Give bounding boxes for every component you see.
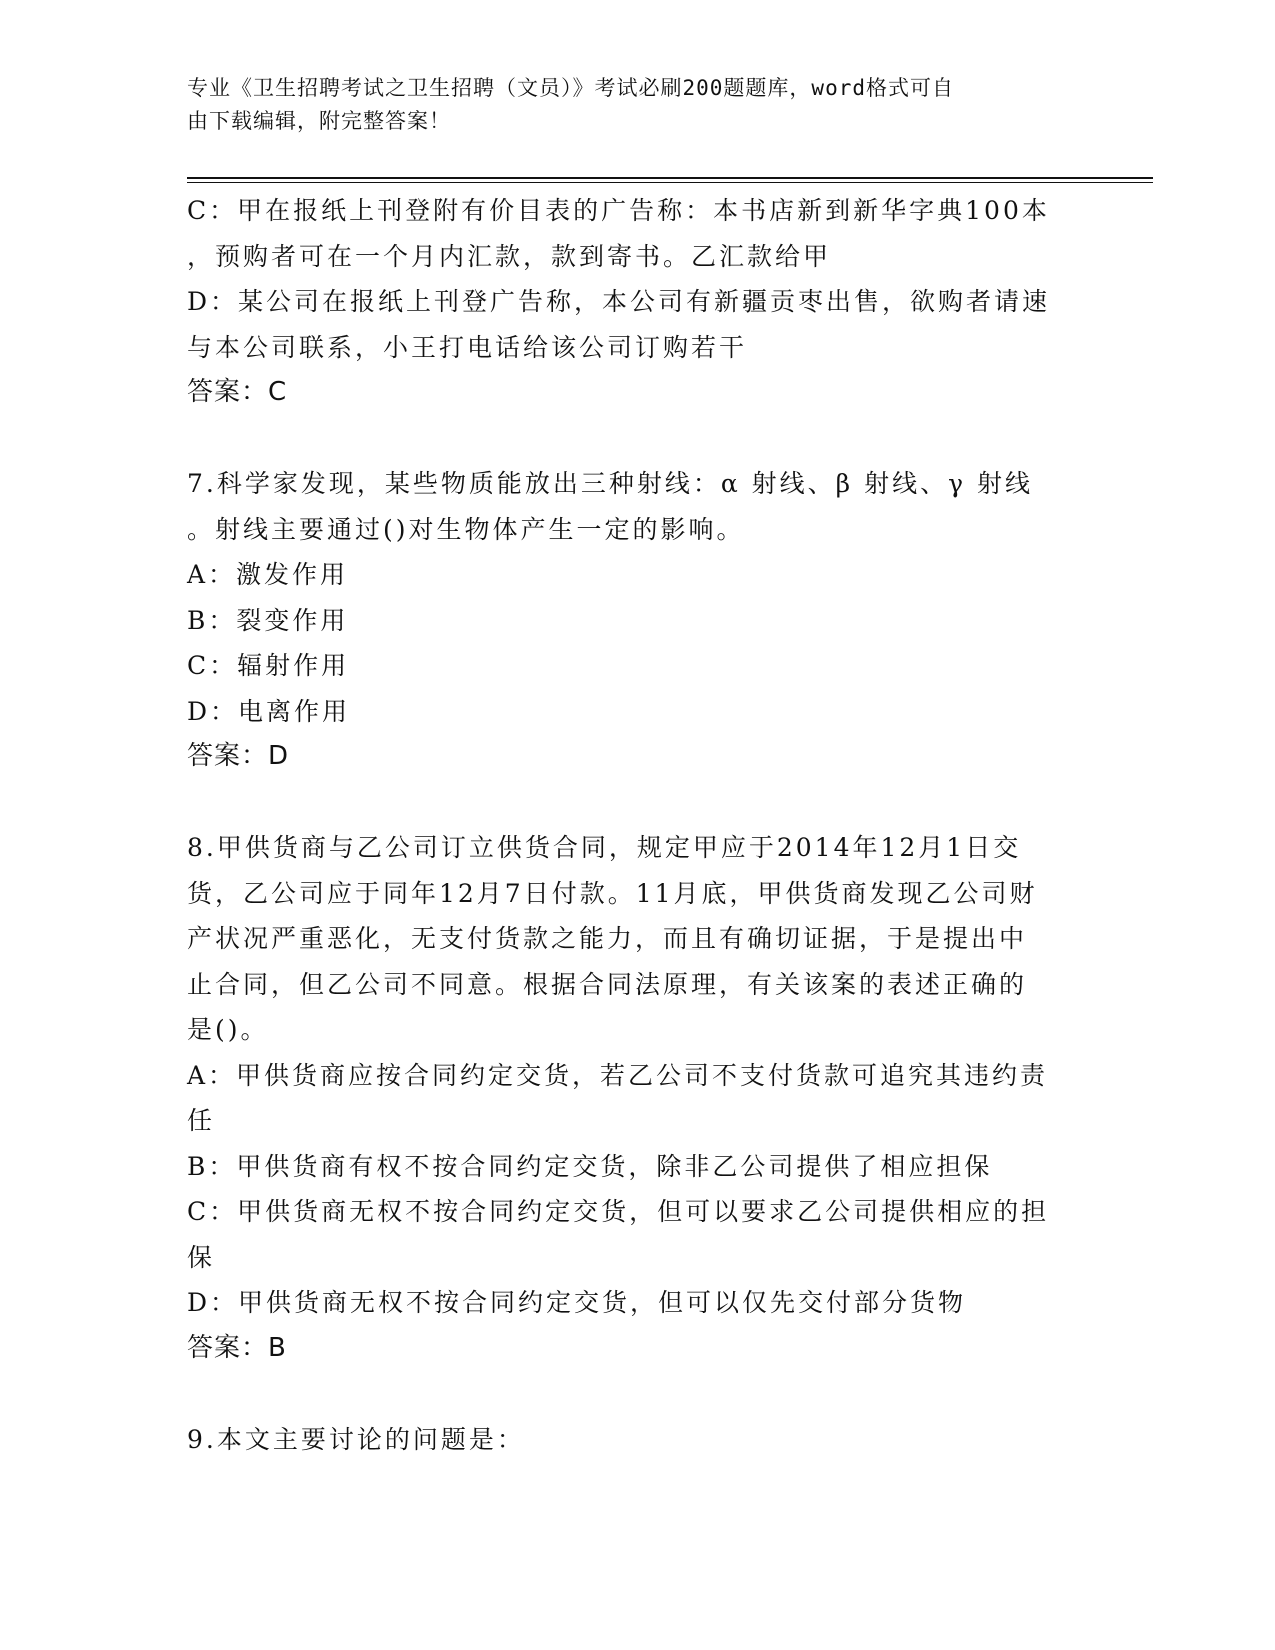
- answer: 答案：B: [187, 1332, 287, 1363]
- option-b: B：甲供货商有权不按合同约定交货，除非乙公司提供了相应担保: [187, 1151, 993, 1181]
- question-6-continued: [187, 188, 1087, 416]
- question-stem-line-4: 止合同，但乙公司不同意。根据合同法原理，有关该案的表述正确的: [187, 969, 1028, 999]
- question-8: [187, 825, 1087, 1371]
- question-9: [187, 1417, 1087, 1463]
- document-header: [187, 72, 1067, 138]
- option-a: A：激发作用: [187, 560, 349, 589]
- option-c-line-2: ，预购者可在一个月内汇款，款到寄书。乙汇款给甲: [187, 241, 832, 271]
- question-stem-line-3: 产状况严重恶化，无支付货款之能力，而且有确切证据，于是提出中: [187, 924, 1028, 953]
- option-c-line-1: C：甲在报纸上刊登附有价目表的广告称：本书店新到新华字典100本: [187, 196, 1050, 225]
- option-d: D：甲供货商无权不按合同约定交货，但可以仅先交付部分货物: [187, 1288, 967, 1317]
- question-7: [187, 461, 1087, 780]
- option-c-line-2: 保: [187, 1242, 216, 1272]
- option-b: B：裂变作用: [187, 605, 349, 635]
- option-d-line-2: 与本公司联系，小王打电话给该公司订购若干: [187, 332, 748, 362]
- option-c: C：辐射作用: [187, 651, 350, 680]
- answer: 答案：D: [187, 741, 290, 771]
- spacer: [187, 780, 1087, 826]
- header-title-line-1: 专业《卫生招聘考试之卫生招聘（文员）》考试必刷200题题库，word格式可自: [187, 76, 954, 100]
- question-stem-line-1: 8.甲供货商与乙公司订立供货合同，规定甲应于2014年12月1日交: [187, 833, 1022, 862]
- question-stem-line-1: 9.本文主要讨论的问题是：: [187, 1424, 525, 1454]
- option-d-line-1: D：某公司在报纸上刊登广告称，本公司有新疆贡枣出售，欲购者请速: [187, 287, 1051, 316]
- header-divider: [187, 177, 1153, 183]
- option-a-line-1: A：甲供货商应按合同约定交货，若乙公司不支付货款可追究其违约责: [187, 1060, 1049, 1090]
- option-c-line-1: C：甲供货商无权不按合同约定交货，但可以要求乙公司提供相应的担: [187, 1197, 1050, 1226]
- answer: 答案：C: [187, 377, 288, 407]
- question-stem-line-5: 是()。: [187, 1015, 269, 1044]
- document-body: [187, 188, 1087, 1462]
- option-d: D：电离作用: [187, 696, 351, 726]
- question-stem-line-2: 。射线主要通过()对生物体产生一定的影响。: [187, 514, 745, 544]
- spacer: [187, 416, 1087, 462]
- question-stem-line-2: 货，乙公司应于同年12月7日付款。11月底，甲供货商发现乙公司财: [187, 878, 1038, 908]
- header-title-line-2: 由下载编辑，附完整答案！: [187, 109, 451, 133]
- question-stem-line-1: 7.科学家发现，某些物质能放出三种射线：α 射线、β 射线、γ 射线: [187, 469, 1033, 498]
- option-a-line-2: 任: [187, 1106, 216, 1135]
- spacer: [187, 1371, 1087, 1417]
